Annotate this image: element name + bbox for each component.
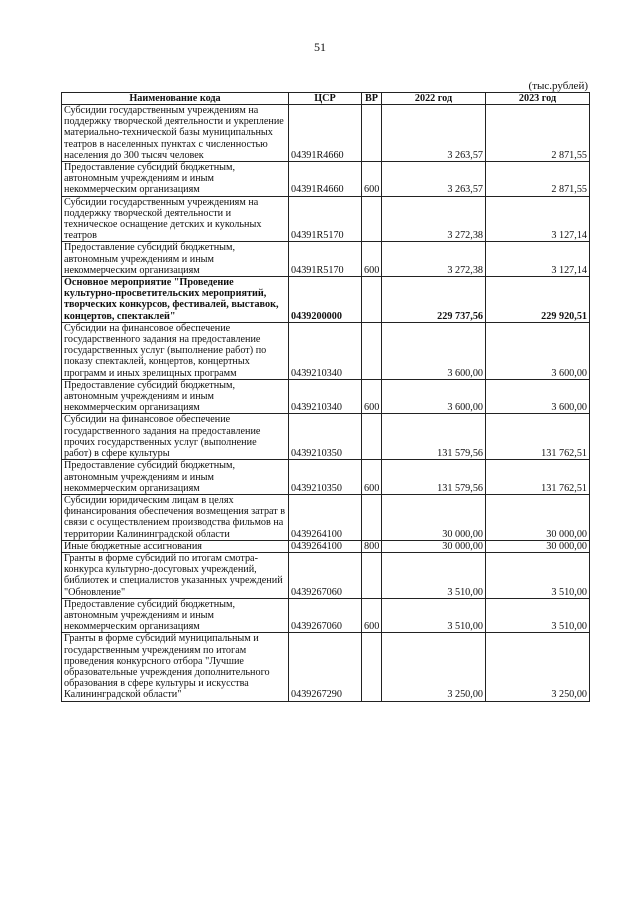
- row-2023-cell: 3 600,00: [486, 379, 590, 414]
- budget-table: [61, 92, 590, 702]
- table-row: [62, 196, 590, 242]
- row-vr-cell: [362, 105, 382, 162]
- table-body: [62, 105, 590, 702]
- row-vr-cell: 600: [362, 460, 382, 495]
- units-label: (тыс.рублей): [528, 80, 588, 92]
- row-2022-cell: 3 600,00: [382, 379, 486, 414]
- row-csr-cell: 0439210350: [289, 460, 362, 495]
- row-name-cell: Гранты в форме субсидий муниципальным и государственным учреждениям по итогам проведения конкурсного отбора "Лучшие образовательные учреждения дополнительного образования в сфере культуры и искусства Калининградской области": [62, 633, 289, 701]
- row-name-cell: Предоставление субсидий бюджетным, автономным учреждениям и иным некоммерческим организациям: [62, 460, 289, 495]
- row-csr-cell: 04391R4660: [289, 105, 362, 162]
- page-number: 51: [314, 40, 326, 54]
- table-row: [62, 105, 590, 162]
- row-name-cell: Субсидии государственным учреждениям на поддержку творческой деятельности и техническое оснащение детских и кукольных театров: [62, 196, 289, 242]
- row-2023-cell: 3 250,00: [486, 633, 590, 701]
- table-row: [62, 414, 590, 460]
- row-vr-cell: [362, 322, 382, 379]
- table-row: [62, 242, 590, 277]
- table-row: [62, 460, 590, 495]
- table-row: [62, 162, 590, 197]
- row-2023-cell: 131 762,51: [486, 414, 590, 460]
- header-csr: ЦСР: [289, 93, 362, 105]
- row-2022-cell: 3 600,00: [382, 322, 486, 379]
- table-row: [62, 552, 590, 598]
- row-csr-cell: 0439267060: [289, 552, 362, 598]
- row-name-cell: Предоставление субсидий бюджетным, автономным учреждениям и иным некоммерческим организациям: [62, 598, 289, 633]
- row-vr-cell: [362, 633, 382, 701]
- table-row: [62, 540, 590, 552]
- row-2022-cell: 3 263,57: [382, 162, 486, 197]
- row-vr-cell: [362, 196, 382, 242]
- row-2023-cell: 2 871,55: [486, 162, 590, 197]
- row-csr-cell: 0439200000: [289, 277, 362, 323]
- header-2022: 2022 год: [382, 93, 486, 105]
- row-csr-cell: 0439210340: [289, 379, 362, 414]
- row-2023-cell: 3 127,14: [486, 242, 590, 277]
- row-2023-cell: 3 600,00: [486, 322, 590, 379]
- row-csr-cell: 0439210350: [289, 414, 362, 460]
- row-name-cell: Иные бюджетные ассигнования: [62, 540, 289, 552]
- table-row: [62, 494, 590, 540]
- row-name-cell: Предоставление субсидий бюджетным, автономным учреждениям и иным некоммерческим организациям: [62, 162, 289, 197]
- row-vr-cell: [362, 277, 382, 323]
- header-name: Наименование кода: [62, 93, 289, 105]
- row-csr-cell: 04391R5170: [289, 196, 362, 242]
- row-2023-cell: 30 000,00: [486, 494, 590, 540]
- row-csr-cell: 0439264100: [289, 494, 362, 540]
- row-vr-cell: 600: [362, 379, 382, 414]
- table-row: [62, 633, 590, 701]
- row-name-cell: Предоставление субсидий бюджетным, автономным учреждениям и иным некоммерческим организациям: [62, 242, 289, 277]
- row-2023-cell: 3 127,14: [486, 196, 590, 242]
- row-2022-cell: 3 263,57: [382, 105, 486, 162]
- row-2023-cell: 131 762,51: [486, 460, 590, 495]
- row-2023-cell: 2 871,55: [486, 105, 590, 162]
- header-2023: 2023 год: [486, 93, 590, 105]
- header-vr: ВР: [362, 93, 382, 105]
- row-2023-cell: 30 000,00: [486, 540, 590, 552]
- row-vr-cell: 600: [362, 242, 382, 277]
- row-2023-cell: 3 510,00: [486, 598, 590, 633]
- row-2022-cell: 30 000,00: [382, 540, 486, 552]
- row-vr-cell: [362, 414, 382, 460]
- row-vr-cell: 800: [362, 540, 382, 552]
- table-row: [62, 322, 590, 379]
- row-name-cell: Гранты в форме субсидий по итогам смотра-конкурса культурно-досуговых учреждений, библиотек и специалистов указанных учреждений "Обновление": [62, 552, 289, 598]
- row-vr-cell: [362, 552, 382, 598]
- row-vr-cell: [362, 494, 382, 540]
- table-row: [62, 379, 590, 414]
- row-vr-cell: 600: [362, 162, 382, 197]
- table-row: [62, 598, 590, 633]
- row-2022-cell: 3 250,00: [382, 633, 486, 701]
- row-2022-cell: 229 737,56: [382, 277, 486, 323]
- row-name-cell: Субсидии государственным учреждениям на поддержку творческой деятельности и укрепление материально-технической базы муниципальных театров в населенных пунктах с численностью населения до 300 тысяч человек: [62, 105, 289, 162]
- table-row: [62, 277, 590, 323]
- row-2023-cell: 3 510,00: [486, 552, 590, 598]
- row-name-cell: Субсидии на финансовое обеспечение государственного задания на предоставление государственных услуг (выполнение работ) по показу спектаклей, концертов, концертных программ и иных зрелищных программ: [62, 322, 289, 379]
- row-csr-cell: 0439267060: [289, 598, 362, 633]
- row-csr-cell: 04391R4660: [289, 162, 362, 197]
- row-csr-cell: 0439264100: [289, 540, 362, 552]
- row-2023-cell: 229 920,51: [486, 277, 590, 323]
- row-2022-cell: 3 510,00: [382, 552, 486, 598]
- row-csr-cell: 0439267290: [289, 633, 362, 701]
- row-2022-cell: 30 000,00: [382, 494, 486, 540]
- row-name-cell: Предоставление субсидий бюджетным, автономным учреждениям и иным некоммерческим организациям: [62, 379, 289, 414]
- row-2022-cell: 131 579,56: [382, 460, 486, 495]
- row-2022-cell: 3 272,38: [382, 242, 486, 277]
- table-header-row: [62, 93, 590, 105]
- row-csr-cell: 04391R5170: [289, 242, 362, 277]
- row-2022-cell: 3 272,38: [382, 196, 486, 242]
- row-2022-cell: 3 510,00: [382, 598, 486, 633]
- row-name-cell: Субсидии на финансовое обеспечение государственного задания на предоставление прочих государственных услуг (выполнение работ) в сфере культуры: [62, 414, 289, 460]
- row-csr-cell: 0439210340: [289, 322, 362, 379]
- row-name-cell: Субсидии юридическим лицам в целях финансирования обеспечения возмещения затрат в связи с осуществлением производства фильмов на территории Калининградской области: [62, 494, 289, 540]
- row-name-cell: Основное мероприятие "Проведение культурно-просветительских мероприятий, творческих конкурсов, фестивалей, выставок, концертов, спектаклей": [62, 277, 289, 323]
- row-vr-cell: 600: [362, 598, 382, 633]
- row-2022-cell: 131 579,56: [382, 414, 486, 460]
